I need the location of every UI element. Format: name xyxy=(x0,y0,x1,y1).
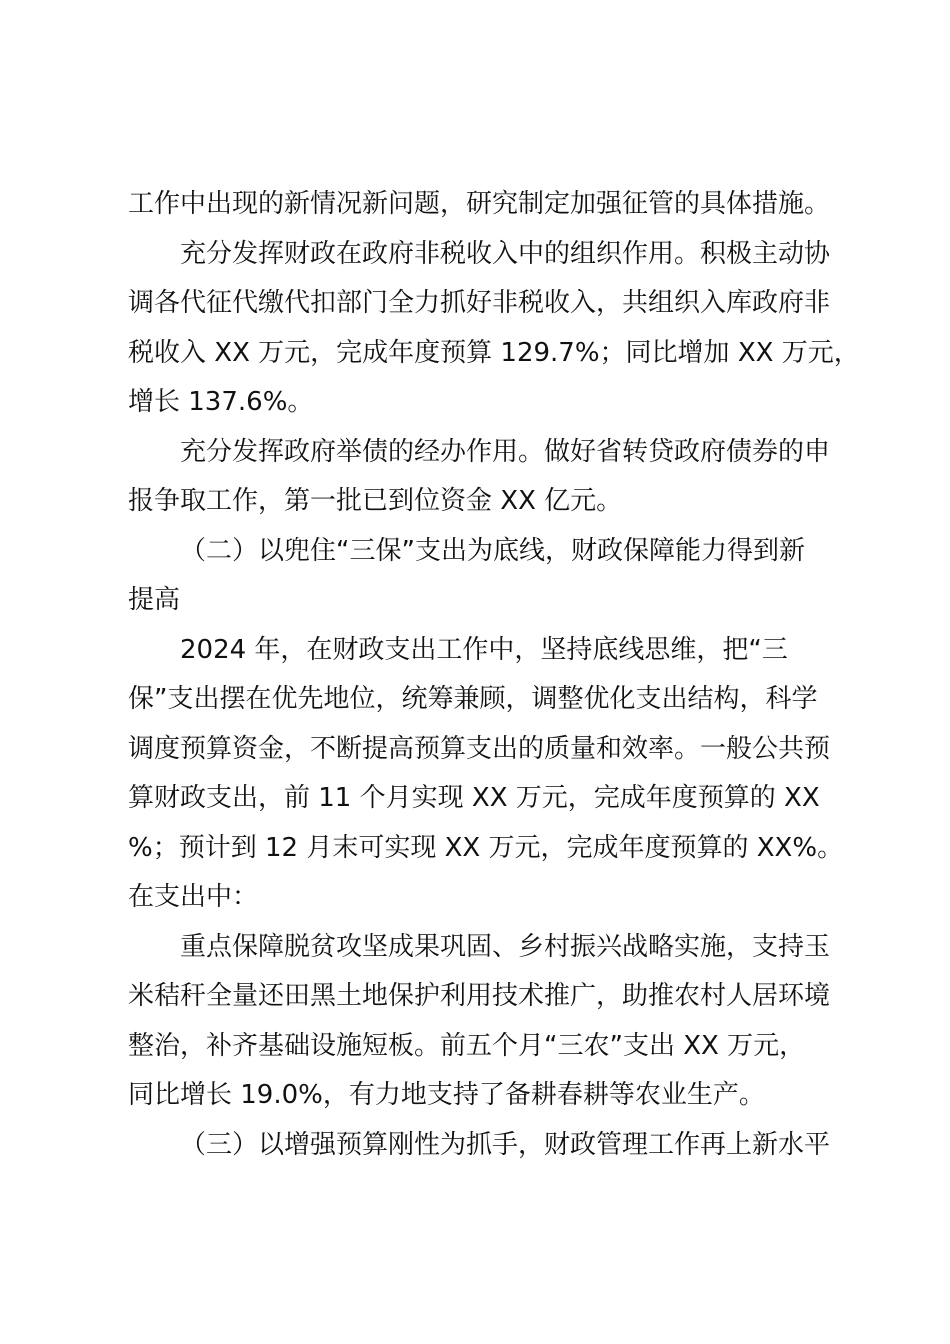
paragraph-government-debt xyxy=(128,428,833,527)
text-line: 算财政支出，前 11 个月实现 XX 万元，完成年度预算的 XX xyxy=(128,783,820,813)
text-line: 米秸秆全量还田黑土地保护利用技术推广，助推农村人居环境 xyxy=(128,981,831,1011)
text-line: 在支出中： xyxy=(128,882,259,912)
text-line: 整治，补齐基础设施短板。前五个月“三农”支出 XX 万元， xyxy=(128,1030,806,1061)
text-line: 报争取工作，第一批已到位资金 XX 亿元。 xyxy=(128,486,623,516)
text-line: 工作中出现的新情况新问题，研究制定加强征管的具体措施。 xyxy=(128,189,831,219)
paragraph-expenditure xyxy=(128,626,844,923)
text-line: 调度预算资金，不断提高预算支出的质量和效率。一般公共预 xyxy=(128,733,831,764)
text-line: 增长 137.6%。 xyxy=(128,387,314,417)
text-line: 保”支出摆在优先地位，统筹兼顾，调整优化支出结构，科学 xyxy=(128,684,818,714)
section-heading-3 xyxy=(128,1121,833,1171)
text-line: 提高 xyxy=(128,585,181,615)
text-line: 重点保障脱贫攻坚成果巩固、乡村振兴战略实施，支持玉 xyxy=(180,931,831,962)
text-line: 充分发挥财政在政府非税收入中的组织作用。积极主动协 xyxy=(180,238,831,269)
section-heading-2 xyxy=(128,527,833,626)
document-body xyxy=(128,180,860,1170)
text-line: %；预计到 12 月末可实现 XX 万元，完成年度预算的 XX%。 xyxy=(128,832,844,863)
paragraph-rural-support xyxy=(128,923,833,1121)
text-line: 同比增长 19.0%，有力地支持了备耕春耕等农业生产。 xyxy=(128,1080,765,1110)
paragraph-continuation xyxy=(128,180,833,230)
text-line: 充分发挥政府举债的经办作用。做好省转贷政府债券的申 xyxy=(180,436,831,467)
text-line: 调各代征代缴代扣部门全力抓好非税收入，共组织入库政府非 xyxy=(128,288,831,318)
text-line: （三）以增强预算刚性为抓手，财政管理工作再上新水平 xyxy=(180,1129,831,1160)
paragraph-non-tax-revenue xyxy=(128,230,860,428)
text-line: 2024 年，在财政支出工作中，坚持底线思维，把“三 xyxy=(180,634,788,665)
text-line: （二）以兜住“三保”支出为底线，财政保障能力得到新 xyxy=(180,535,805,566)
text-line: 税收入 XX 万元，完成年度预算 129.7%；同比增加 XX 万元， xyxy=(128,337,860,368)
